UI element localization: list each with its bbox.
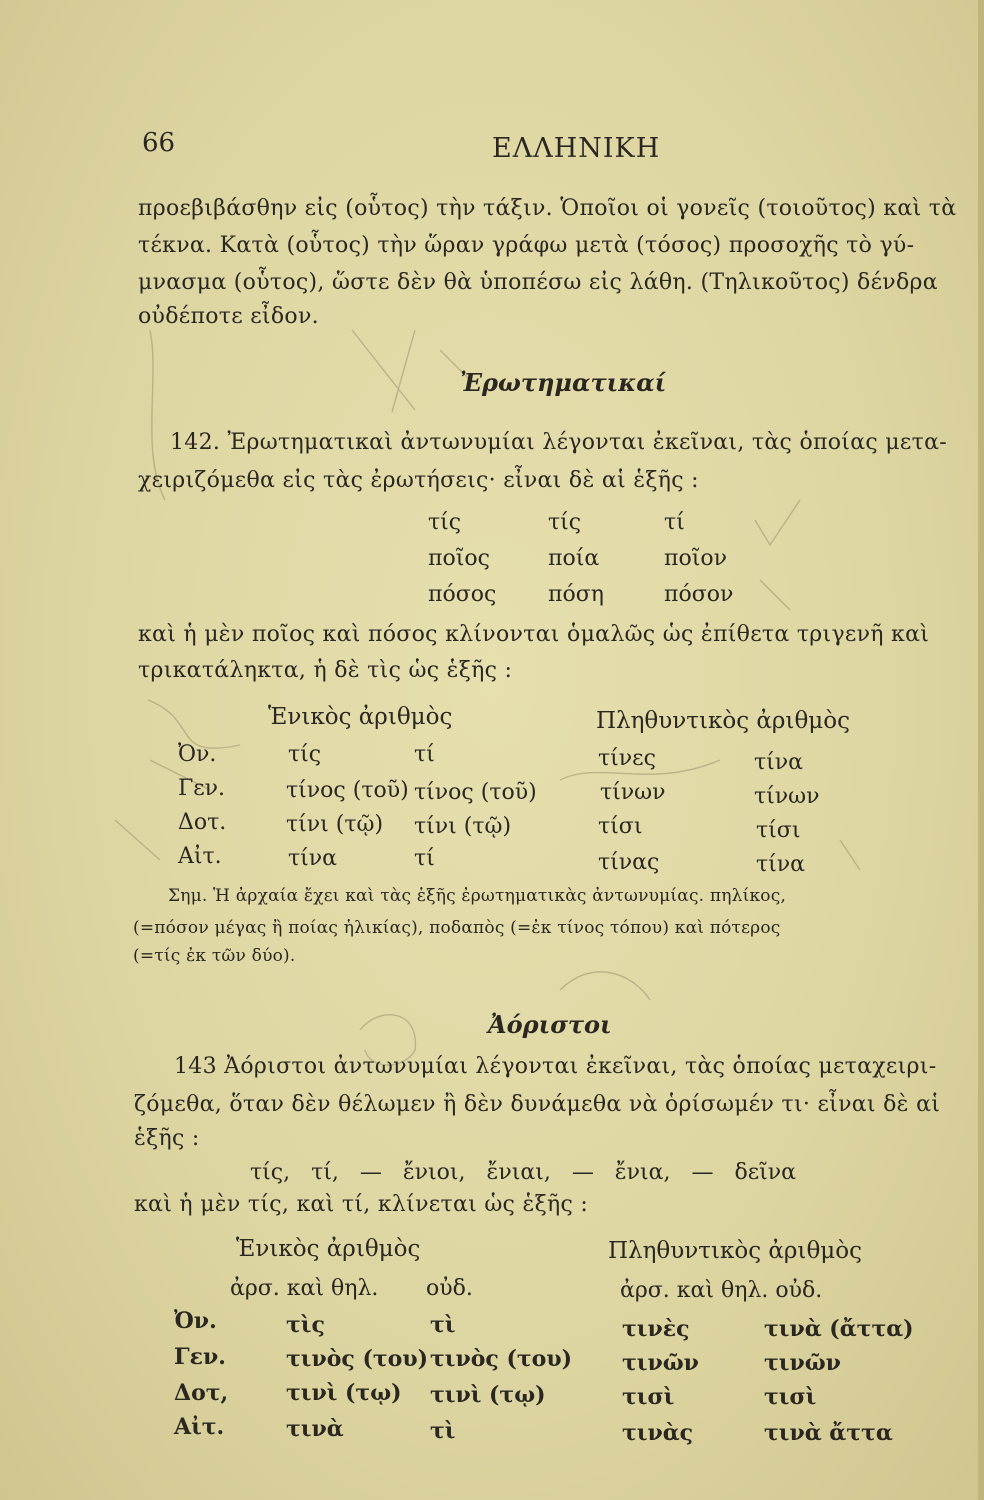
table-cell: τινὰ ἄττα <box>764 1420 893 1446</box>
table-cell: τίνος (τοῦ) <box>414 780 537 805</box>
table-cell: τίσι <box>598 814 643 839</box>
paragraph-143-line-1: 143 Ἀόριστοι ἀντωνυμίαι λέγονται ἐκεῖναι, τὰς ὁποίας μεταχειρι- <box>174 1054 937 1079</box>
plural-header: Πληθυντικὸς ἀριθμὸς <box>608 1238 862 1264</box>
table-cell: τίς <box>288 742 322 767</box>
table-cell: τινὸς (του) <box>430 1346 573 1372</box>
table-cell: τίνων <box>754 784 820 809</box>
table-cell: τινὰ <box>286 1416 344 1442</box>
intro-line-2: τέκνα. Κατὰ (οὗτος) τὴν ὥραν γράφω μετὰ (τόσος) προσοχῆς τὸ γύ- <box>138 233 915 258</box>
intro-line-1: προεβιβάσθην εἰς (οὗτος) τὴν τάξιν. Ὁποῖοι οἱ γονεῖς (τοιοῦτος) καὶ τὰ <box>138 196 957 221</box>
form-cell: πόσος <box>428 582 497 607</box>
table-cell: τὶς <box>286 1312 325 1338</box>
table-cell: τισὶ <box>764 1384 817 1410</box>
table-cell: τινὰ (ἄττα) <box>764 1316 914 1342</box>
form-cell: ποία <box>548 546 600 571</box>
table-cell: τί <box>414 742 435 767</box>
case-label: Ὀν. <box>174 1308 217 1334</box>
form-cell: τίς <box>548 510 582 535</box>
table-cell: τίσι <box>756 818 801 843</box>
case-label: Δοτ, <box>174 1380 229 1406</box>
case-label: Δοτ. <box>178 810 227 835</box>
singular-header: Ἑνικὸς ἀριθμὸς <box>236 1236 421 1262</box>
table-cell: τίνας <box>598 850 660 875</box>
after-forms-line-2: τρικατάληκτα, ἡ δὲ τὶς ὡς ἑξῆς : <box>138 658 513 683</box>
section-heading-interrogative: Ἐρωτηματικαί <box>460 368 667 397</box>
table-cell: τίνος (τοῦ) <box>286 778 409 803</box>
case-label: Ὀν. <box>178 742 217 767</box>
form-cell: πόσον <box>664 582 734 607</box>
note-line-1: Σημ. Ἡ ἀρχαία ἔχει καὶ τὰς ἑξῆς ἐρωτηματικὰς ἀντωνυμίας. πηλίκος, <box>168 886 787 906</box>
after-forms-line-1: καὶ ἡ μὲν ποῖος καὶ πόσος κλίνονται ὁμαλῶς ὡς ἐπίθετα τριγενῆ καὶ <box>138 622 930 647</box>
form-cell: ποῖος <box>428 546 490 571</box>
page-number: 66 <box>142 128 176 158</box>
table-cell: τινὰς <box>622 1420 694 1446</box>
subheader: ἀρσ. καὶ θηλ. <box>230 1276 379 1301</box>
table-cell: τινῶν <box>764 1350 841 1376</box>
paragraph-143-line-2: ζόμεθα, ὅταν δὲν θέλωμεν ἢ δὲν δυνάμεθα νὰ ὁρίσωμέν τι· εἶναι δὲ αἱ <box>134 1092 941 1117</box>
table-cell: τίνων <box>600 780 666 805</box>
case-label: Αἰτ. <box>178 844 222 869</box>
paragraph-142-line-1: 142. Ἐρωτηματικαὶ ἀντωνυμίαι λέγονται ἐκεῖναι, τὰς ὁποίας μετα- <box>170 430 947 455</box>
note-line-2: (=πόσον μέγας ἢ ποίας ἡλικίας), ποδαπὸς (=ἐκ τίνος τόπου) καὶ πότερος <box>133 918 781 938</box>
plural-header: Πληθυντικὸς ἀριθμὸς <box>596 708 850 734</box>
table-cell: τίνι (τῷ) <box>414 814 512 839</box>
table-cell: τὶ <box>430 1418 456 1444</box>
page-edge-shadow <box>978 0 984 1500</box>
case-label: Γεν. <box>174 1344 226 1370</box>
singular-header: Ἑνικὸς ἀριθμὸς <box>268 704 453 730</box>
table-cell: τίνα <box>754 750 804 775</box>
table-cell: τισὶ <box>622 1384 675 1410</box>
form-cell: ποῖον <box>664 546 727 571</box>
intro-line-3: μνασμα (οὗτος), ὥστε δὲν θὰ ὑποπέσω εἰς λάθη. (Τηλικοῦτος) δένδρα <box>138 270 938 295</box>
table-cell: τινῶν <box>622 1350 699 1376</box>
table-cell: τί <box>414 846 435 871</box>
subheader: ἀρσ. καὶ θηλ. οὐδ. <box>620 1278 823 1303</box>
subheader: οὐδ. <box>426 1276 473 1301</box>
indefinite-forms-line: τίς, τί, — ἔνιοι, ἔνιαι, — ἔνια, — δεῖνα <box>250 1160 796 1185</box>
table-cell: τινὲς <box>622 1316 690 1342</box>
case-label: Γεν. <box>178 776 226 801</box>
table-cell: τίνι (τῷ) <box>286 812 384 837</box>
paragraph-143-line-3: ἑξῆς : <box>134 1126 200 1151</box>
table-cell: τίνα <box>756 852 806 877</box>
note-line-3: (=τίς ἐκ τῶν δύο). <box>133 946 296 966</box>
intro-line-4: οὐδέποτε εἶδον. <box>138 304 319 329</box>
table-cell: τίνα <box>288 846 338 871</box>
table-cell: τινὶ (τῳ) <box>286 1380 402 1406</box>
form-cell: πόση <box>548 582 604 607</box>
case-label: Αἰτ. <box>174 1414 225 1440</box>
table-cell: τὶ <box>430 1312 456 1338</box>
section-heading-indefinite: Ἀόριστοι <box>488 1010 612 1039</box>
table-cell: τίνες <box>598 746 656 771</box>
running-title: ΕΛΛΗΝΙΚΗ <box>492 133 661 164</box>
paragraph-142-line-2: χειριζόμεθα εἰς τὰς ἐρωτήσεις· εἶναι δὲ αἱ ἑξῆς : <box>138 468 699 493</box>
form-cell: τί <box>664 510 685 535</box>
form-cell: τίς <box>428 510 462 535</box>
table-cell: τινὸς (του) <box>286 1346 429 1372</box>
table-cell: τινὶ (τῳ) <box>430 1382 546 1408</box>
after-indefinite-line: καὶ ἡ μὲν τίς, καὶ τί, κλίνεται ὡς ἑξῆς : <box>134 1192 589 1217</box>
